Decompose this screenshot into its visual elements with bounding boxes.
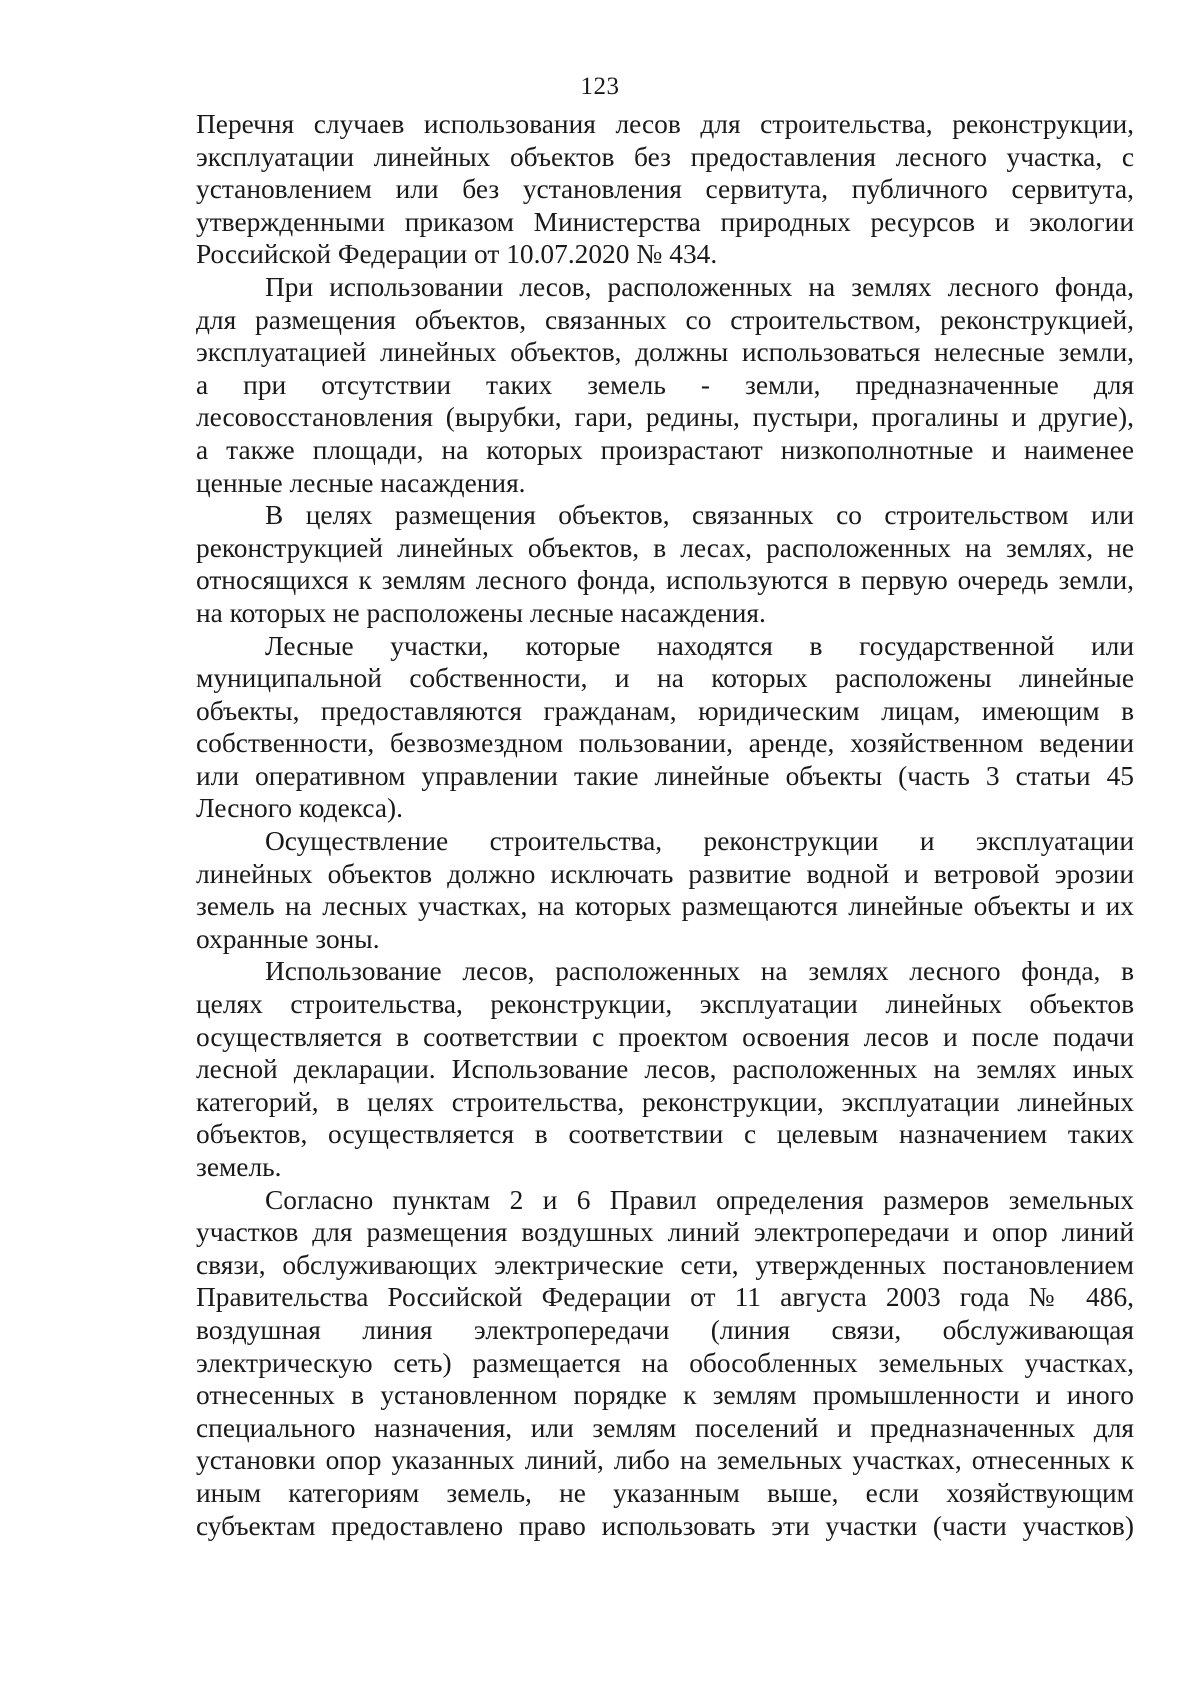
text-line: Осуществление строительства, реконструкции и эксплуатации — [265, 826, 1134, 857]
text-line: на которых не расположены лесные насаждения. — [196, 597, 766, 628]
text-line: установлением или без установления сервитута, публичного сервитута, — [196, 174, 1134, 205]
text-line: для размещения объектов, связанных со строительством, реконструкцией, — [196, 304, 1134, 335]
text-line: иным категориям земель, не указанным выше, если хозяйствующим — [196, 1477, 1134, 1508]
text-line: охранные зоны. — [196, 923, 380, 954]
paragraph — [196, 955, 1134, 1183]
text-line: реконструкцией линейных объектов, в лесах, расположенных на землях, не — [196, 532, 1134, 563]
text-line: категорий, в целях строительства, реконструкции, эксплуатации линейных — [196, 1086, 1134, 1117]
text-line: а также площади, на которых произрастают низкополнотные и наименее — [196, 434, 1134, 465]
text-line: воздушная линия электропередачи (линия связи, обслуживающая — [196, 1314, 1134, 1345]
text-line: собственности, безвозмездном пользовании, аренде, хозяйственном ведении — [196, 728, 1134, 759]
text-line: электрическую сеть) размещается на обособленных земельных участках, — [196, 1347, 1134, 1378]
text-line: или оперативном управлении такие линейные объекты (часть 3 статьи 45 — [196, 760, 1134, 791]
text-line: лесовосстановления (вырубки, гари, редины, пустыри, прогалины и другие), — [196, 402, 1134, 433]
text-line: муниципальной собственности, и на которых расположены линейные — [196, 663, 1134, 694]
paragraph — [196, 630, 1134, 826]
text-line: Российской Федерации от 10.07.2020 № 434. — [196, 239, 718, 270]
paragraph — [196, 499, 1134, 629]
text-line: линейных объектов должно исключать развитие водной и ветровой эрозии — [196, 858, 1134, 889]
text-line: участков для размещения воздушных линий электропередачи и опор линий — [196, 1217, 1134, 1248]
text-line: субъектам предоставлено право использовать эти участки (части участков) — [196, 1510, 1134, 1541]
paragraph — [196, 271, 1134, 499]
paragraph — [196, 108, 1134, 271]
text-line: а при отсутствии таких земель - земли, предназначенные для — [196, 369, 1134, 400]
text-line: целях строительства, реконструкции, эксплуатации линейных объектов — [196, 989, 1134, 1020]
page-number: 123 — [580, 73, 620, 100]
text-line: Согласно пунктам 2 и 6 Правил определения размеров земельных — [265, 1184, 1134, 1215]
text-line: земель. — [196, 1152, 282, 1182]
paragraph — [196, 1184, 1134, 1543]
text-line: При использовании лесов, расположенных на землях лесного фонда, — [265, 271, 1134, 302]
text-line: В целях размещения объектов, связанных со строительством или — [265, 500, 1134, 531]
text-line: Лесного кодекса). — [196, 793, 403, 824]
document-body — [196, 108, 1134, 1542]
text-line: Лесные участки, которые находятся в государственной или — [265, 630, 1134, 661]
text-line: земель на лесных участках, на которых размещаются линейные объекты и их — [196, 891, 1134, 922]
text-line: Использование лесов, расположенных на землях лесного фонда, в — [265, 956, 1134, 987]
text-line: осуществляется в соответствии с проектом освоения лесов и после подачи — [196, 1021, 1134, 1052]
text-line: специального назначения, или землям поселений и предназначенных для — [196, 1412, 1134, 1443]
paragraph — [196, 825, 1134, 955]
text-line: Правительства Российской Федерации от 11 августа 2003 года № 486, — [196, 1282, 1134, 1313]
text-line: связи, обслуживающих электрические сети, утвержденных постановлением — [196, 1249, 1134, 1280]
text-line: лесной декларации. Использование лесов, расположенных на землях иных — [196, 1054, 1134, 1085]
text-line: объектов, осуществляется в соответствии с целевым назначением таких — [196, 1119, 1134, 1150]
text-line: объекты, предоставляются гражданам, юридическим лицам, имеющим в — [196, 695, 1134, 726]
text-line: эксплуатации линейных объектов без предоставления лесного участка, с — [196, 141, 1134, 172]
text-line: относящихся к землям лесного фонда, используются в первую очередь земли, — [196, 565, 1134, 596]
text-line: установки опор указанных линий, либо на земельных участках, отнесенных к — [196, 1445, 1134, 1476]
text-line: утвержденными приказом Министерства природных ресурсов и экологии — [196, 206, 1134, 237]
text-line: Перечня случаев использования лесов для строительства, реконструкции, — [196, 109, 1134, 139]
text-line: ценные лесные насаждения. — [196, 467, 526, 498]
text-line: эксплуатацией линейных объектов, должны использоваться нелесные земли, — [196, 337, 1134, 368]
text-line: отнесенных в установленном порядке к землям промышленности и иного — [196, 1380, 1134, 1411]
